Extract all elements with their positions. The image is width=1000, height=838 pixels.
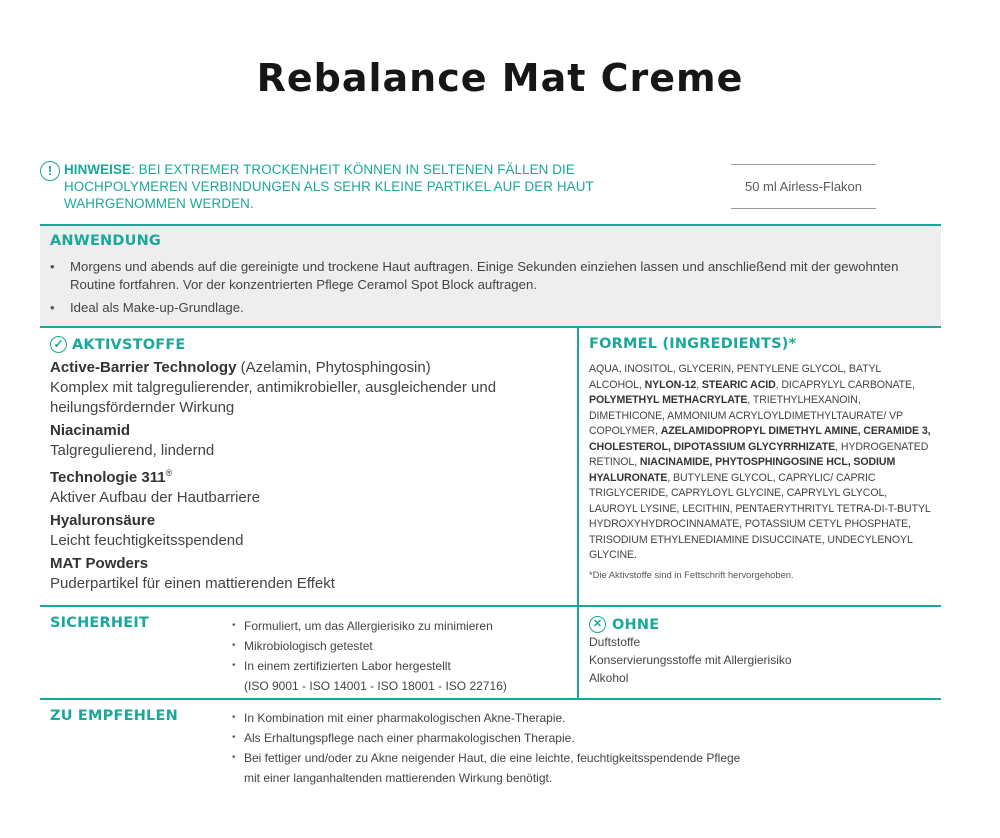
aktivstoffe-section — [50, 336, 570, 596]
anwendung-item: • Ideal als Make-up-Grundlage. — [50, 299, 930, 317]
anwendung-section — [40, 226, 941, 326]
zu-empfehlen-item: • Als Erhaltungspflege nach einer pharmakologischen Therapie. — [232, 728, 740, 748]
anwendung-item: • Morgens und abends auf die gereinigte und trockene Haut auftragen. Einige Sekunden einziehen lassen und anschließend mit der gewohnten Routine fortfahren. Vor der konzentrierten Pflege Ceramol Spot Block auftragen. — [50, 258, 930, 294]
active-ingredient: NYLON-12 — [644, 378, 697, 391]
size-label: 50 ml Airless-Flakon — [731, 164, 876, 209]
zu-empfehlen-heading: ZU EMPFEHLEN — [50, 708, 178, 724]
x-circle-icon: ✕ — [589, 616, 606, 633]
formel-section — [589, 336, 934, 580]
page-title: Rebalance Mat Creme — [256, 56, 744, 100]
ohne-item: Duftstoffe — [589, 635, 641, 649]
divider — [40, 698, 941, 700]
ingredient-text: , DICAPRYLYL CARBONATE, — [775, 378, 915, 391]
aktivstoff-desc: Komplex mit talgregulierender, antimikrobieller, ausgleichender und heilungsfördernder Wirkung — [50, 379, 497, 416]
exclamation-circle-icon: ! — [40, 161, 60, 181]
aktivstoff-name: Active-Barrier Technology — [50, 359, 237, 376]
active-ingredient: AZELAMIDOPROPYL DIMETHYL AMINE, CERAMIDE 3, CHOLESTEROL, DIPOTASSIUM GLYCYRRHIZATE — [589, 425, 931, 453]
ohne-section — [589, 616, 792, 687]
active-ingredient: NIACINAMIDE, PHYTOSPHINGOSINE HCL, SODIUM HYALURONATE — [589, 456, 896, 484]
registered-mark: ® — [165, 468, 173, 478]
ingredients-list — [589, 362, 934, 564]
active-ingredient: POLYMETHYL METHACRYLATE — [589, 394, 748, 406]
aktivstoff-desc: Aktiver Aufbau der Hautbarriere — [50, 489, 261, 506]
aktivstoff-name: Hyaluronsäure — [50, 512, 156, 529]
aktivstoff-components: (Azelamin, Phytosphingosin) — [236, 359, 431, 376]
sicherheit-heading: SICHERHEIT — [50, 615, 150, 631]
active-ingredient: STEARIC ACID — [701, 378, 776, 391]
zu-empfehlen-list — [232, 708, 740, 788]
sicherheit-item-cont: (ISO 9001 - ISO 14001 - ISO 18001 - ISO 22716) — [244, 679, 507, 693]
sicherheit-item: • In einem zertifizierten Labor hergestellt — [232, 656, 507, 676]
check-circle-icon: ✓ — [50, 336, 67, 353]
divider — [40, 326, 941, 328]
ohne-item: Alkohol — [589, 671, 629, 685]
aktivstoff-item — [50, 420, 570, 461]
column-divider — [577, 327, 579, 698]
zu-empfehlen-item: • In Kombination mit einer pharmakologischen Akne-Therapie. — [232, 708, 740, 728]
aktivstoffe-heading: AKTIVSTOFFE — [72, 336, 186, 353]
ingredient-text: , HYDROGENATED RETINOL, — [589, 440, 929, 468]
sicherheit-item: • Formuliert, um das Allergierisiko zu minimieren — [232, 616, 507, 636]
hinweis-text: : BEI EXTREMER TROCKENHEIT KÖNNEN IN SELTENEN FÄLLEN DIE HOCHPOLYMEREN VERBINDUNGEN ALS SEHR KLEINE PARTIKEL AUF DER HAUT WAHRGENOMMEN WERDEN. — [64, 162, 594, 211]
hinweis-note — [40, 161, 700, 212]
divider — [40, 605, 941, 607]
ingredient-text: , TRIETHYLHEXANOIN, DIMETHICONE, AMMONIUM ACRYLOYLDIMETHYLTAURATE/ VP COPOLYMER, — [589, 394, 903, 437]
aktivstoff-name: Niacinamid — [50, 422, 131, 439]
ohne-item: Konservierungsstoffe mit Allergierisiko — [589, 653, 792, 667]
sicherheit-list — [232, 616, 507, 696]
ingredient-text: AQUA, INOSITOL, GLYCERIN, PENTYLENE GLYCOL, BATYL ALCOHOL, — [589, 363, 881, 391]
aktivstoff-desc: Puderpartikel für einen mattierenden Effekt — [50, 575, 335, 592]
aktivstoff-name: MAT Powders — [50, 555, 149, 572]
sicherheit-item: • Mikrobiologisch getestet — [232, 636, 507, 656]
ingredient-text: , — [696, 378, 702, 391]
aktivstoff-item — [50, 463, 570, 508]
aktivstoff-item — [50, 510, 570, 551]
ohne-heading: OHNE — [612, 616, 660, 633]
aktivstoff-item — [50, 357, 570, 418]
aktivstoff-name: Technologie 311 — [50, 469, 166, 486]
zu-empfehlen-item: • Bei fettiger und/oder zu Akne neigender Haut, die eine leichte, feuchtigkeitsspendende Pflege — [232, 748, 740, 768]
hinweis-label: HINWEISE — [64, 162, 132, 177]
aktivstoff-desc: Talgregulierend, lindernd — [50, 442, 215, 459]
anwendung-heading: ANWENDUNG — [50, 233, 162, 249]
formel-footnote: *Die Aktivstoffe sind in Fettschrift hervorgehoben. — [589, 568, 794, 580]
formel-heading: FORMEL (INGREDIENTS)* — [589, 336, 797, 352]
aktivstoff-desc: Leicht feuchtigkeitsspendend — [50, 532, 244, 549]
aktivstoff-item — [50, 553, 570, 594]
ingredient-text: , BUTYLENE GLYCOL, CAPRYLIC/ CAPRIC TRIGLYCERIDE, CAPRYLOYL GLYCINE, CAPRYLYL GLYCOL, LAUROYL LYSINE, LECITHIN, PENTAERYTHRITYL TETRA-DI-T-BUTYL HYDROXYHYDROCINNAMATE, POTASSIUM CETYL PHOSPHATE, TRISODIUM ETHYLENEDIAMINE DISUCCINATE, UNDECYLENOYL GLYCINE. — [589, 471, 931, 561]
zu-empfehlen-item-cont: mit einer langanhaltenden mattierenden Wirkung benötigt. — [244, 771, 553, 785]
